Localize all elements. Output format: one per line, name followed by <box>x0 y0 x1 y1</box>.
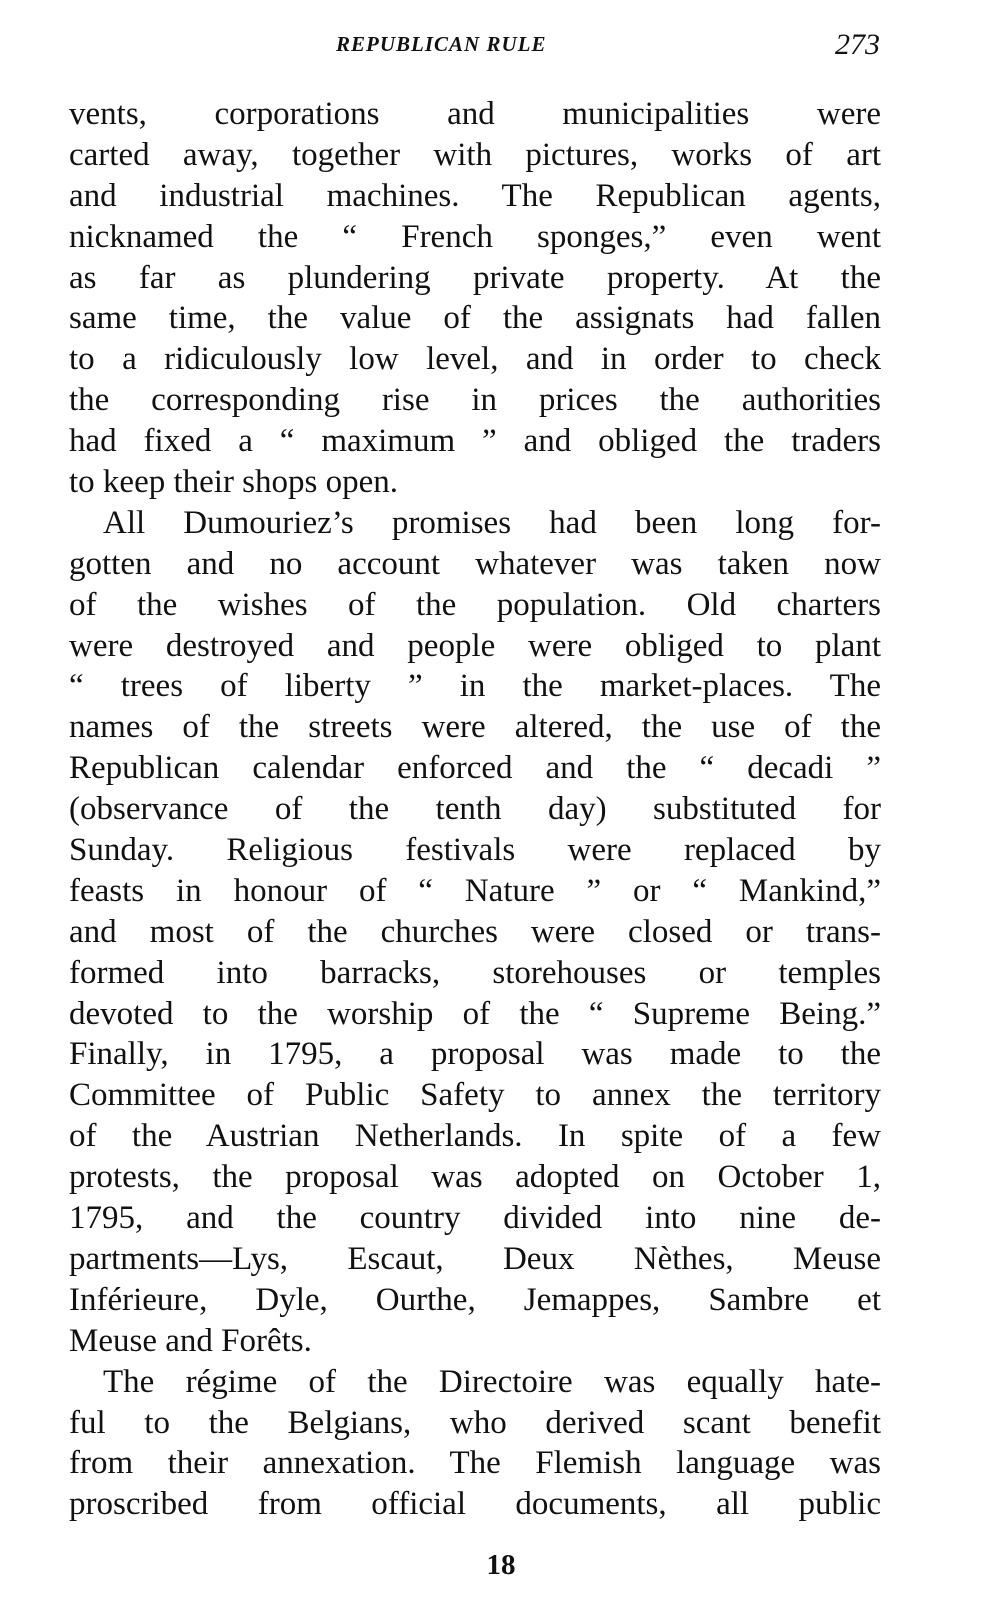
text-line: of the Austrian Netherlands. In spite of a few <box>69 1118 881 1155</box>
running-header <box>0 28 1002 62</box>
text-line: feasts in honour of “ Nature ” or “ Mankind,” <box>69 872 881 909</box>
text-line: devoted to the worship of the “ Supreme Being.” <box>69 995 881 1032</box>
text-line: protests, the proposal was adopted on October 1, <box>69 1159 881 1196</box>
text-line: and industrial machines. The Republican agents, <box>69 177 881 214</box>
text-line: from their annexation. The Flemish language was <box>69 1445 881 1482</box>
text-line: the corresponding rise in prices the authorities <box>69 382 881 419</box>
paragraph-3 <box>69 1362 881 1526</box>
text-line: nicknamed the “ French sponges,” even went <box>69 218 881 255</box>
body-text <box>69 94 881 1525</box>
text-line: Inférieure, Dyle, Ourthe, Jemappes, Sambre et <box>69 1281 881 1318</box>
text-line: names of the streets were altered, the use of the <box>69 709 881 746</box>
text-line: All Dumouriez’s promises had been long for- <box>103 504 881 541</box>
page-number: 273 <box>835 28 880 61</box>
paragraph-1 <box>69 94 881 503</box>
text-line: vents, corporations and municipalities were <box>69 96 881 132</box>
text-line: gotten and no account whatever was taken now <box>69 545 881 582</box>
text-line: proscribed from official documents, all public <box>69 1486 881 1523</box>
text-line: carted away, together with pictures, works of art <box>69 136 881 173</box>
text-line: Sunday. Religious festivals were replaced by <box>69 832 881 869</box>
signature-mark: 18 <box>486 1549 516 1581</box>
text-line: had fixed a “ maximum ” and obliged the traders <box>69 423 881 460</box>
text-line: (observance of the tenth day) substituted for <box>69 791 881 828</box>
text-line: ful to the Belgians, who derived scant benefit <box>69 1404 881 1441</box>
running-title: REPUBLICAN RULE <box>336 32 547 56</box>
text-line: “ trees of liberty ” in the market-places. The <box>69 668 881 705</box>
text-line: as far as plundering private property. At the <box>69 259 881 296</box>
text-line: to keep their shops open. <box>69 464 399 501</box>
text-line: Meuse and Forêts. <box>69 1322 312 1359</box>
text-line: to a ridiculously low level, and in order to check <box>69 341 881 378</box>
text-line: were destroyed and people were obliged to plant <box>69 627 881 664</box>
text-line: Committee of Public Safety to annex the territory <box>69 1077 881 1114</box>
text-line: partments—Lys, Escaut, Deux Nèthes, Meuse <box>69 1240 881 1277</box>
text-line: The régime of the Directoire was equally hate- <box>103 1363 881 1400</box>
text-line: 1795, and the country divided into nine de- <box>69 1200 881 1237</box>
text-line: Finally, in 1795, a proposal was made to the <box>69 1036 881 1073</box>
text-line: of the wishes of the population. Old charters <box>69 586 881 623</box>
text-line: formed into barracks, storehouses or temples <box>69 954 881 991</box>
text-line: same time, the value of the assignats had fallen <box>69 300 881 337</box>
paragraph-2 <box>69 503 881 1362</box>
text-line: and most of the churches were closed or trans- <box>69 913 881 950</box>
text-line: Republican calendar enforced and the “ decadi ” <box>69 750 881 787</box>
